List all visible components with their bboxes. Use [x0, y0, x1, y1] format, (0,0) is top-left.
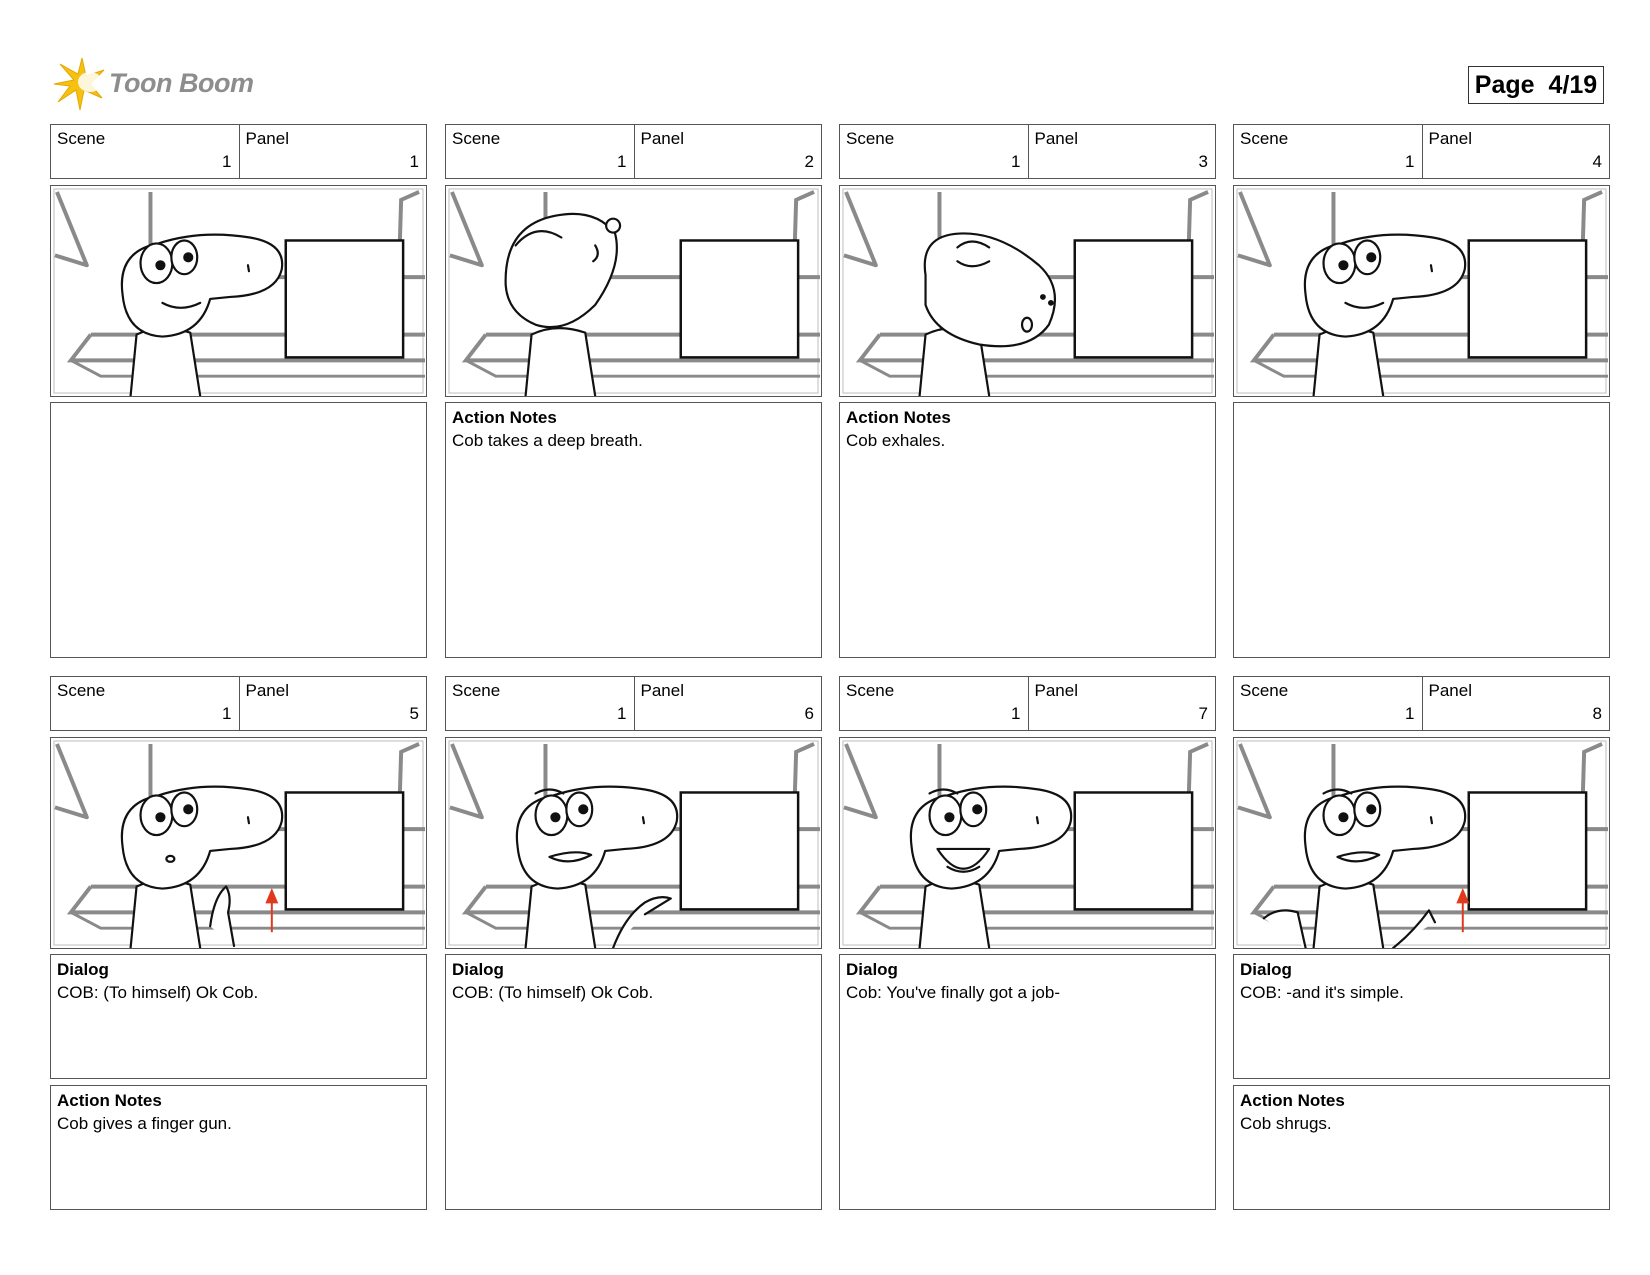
panel-field [1028, 125, 1216, 178]
panel-drawing [445, 185, 822, 397]
page-label: Page [1474, 70, 1535, 99]
scene-label: Scene [846, 129, 895, 148]
page-number: 4/19 [1548, 70, 1598, 99]
action-notes-text: Cob takes a deep breath. [452, 431, 643, 450]
dialog-title: Dialog [57, 960, 109, 979]
dialog-title: Dialog [1240, 960, 1292, 979]
cell-header [839, 124, 1216, 179]
sketch-illustration [1234, 738, 1609, 948]
panel-label: Panel [640, 129, 684, 148]
action-notes-text: Cob exhales. [846, 431, 946, 450]
sketch-illustration [446, 738, 821, 948]
dialog-box [1233, 954, 1610, 1079]
scene-number: 1 [222, 152, 232, 171]
cell-header [1233, 124, 1610, 179]
panel-number: 6 [804, 704, 814, 723]
panel-drawing [1233, 737, 1610, 949]
scene-field [51, 125, 239, 178]
scene-number: 1 [617, 704, 627, 723]
dialog-box [50, 954, 427, 1079]
action-notes-text: Cob shrugs. [1240, 1114, 1332, 1133]
panel-label: Panel [245, 129, 289, 148]
panel-field [634, 677, 822, 730]
dialog-text: COB: (To himself) Ok Cob. [57, 983, 259, 1002]
panel-label: Panel [640, 681, 684, 700]
sketch-illustration [1234, 186, 1609, 396]
scene-label: Scene [452, 681, 501, 700]
dialog-box [839, 954, 1216, 1210]
action-notes-title: Action Notes [452, 408, 557, 427]
panel-field [1028, 677, 1216, 730]
panel-drawing [839, 737, 1216, 949]
scene-label: Scene [1240, 129, 1289, 148]
action-notes-title: Action Notes [57, 1091, 162, 1110]
dialog-title: Dialog [452, 960, 504, 979]
sketch-illustration [51, 738, 426, 948]
panel-drawing [50, 737, 427, 949]
page-number-box [1468, 66, 1604, 104]
dialog-box [445, 954, 822, 1210]
panel-label: Panel [245, 681, 289, 700]
logo-text: Toon Boom [109, 68, 254, 98]
starburst-icon [52, 56, 108, 112]
panel-number: 8 [1592, 704, 1602, 723]
panel-number: 4 [1592, 152, 1602, 171]
scene-label: Scene [57, 129, 106, 148]
scene-number: 1 [222, 704, 232, 723]
panel-field [239, 677, 427, 730]
action-notes-box [839, 402, 1216, 658]
scene-number: 1 [617, 152, 627, 171]
action-notes-box [50, 1085, 427, 1210]
cell-header [839, 676, 1216, 731]
action-notes-text: Cob gives a finger gun. [57, 1114, 232, 1133]
panel-drawing [839, 185, 1216, 397]
scene-field [840, 125, 1028, 178]
sketch-illustration [840, 186, 1215, 396]
panel-drawing [1233, 185, 1610, 397]
dialog-text: Cob: You've finally got a job- [846, 983, 1061, 1002]
dialog-text: COB: (To himself) Ok Cob. [452, 983, 654, 1002]
scene-field [446, 125, 634, 178]
panel-label: Panel [1428, 129, 1472, 148]
panel-drawing [445, 737, 822, 949]
panel-number: 5 [409, 704, 419, 723]
panel-field [239, 125, 427, 178]
panel-number: 1 [409, 152, 419, 171]
scene-number: 1 [1405, 152, 1415, 171]
scene-number: 1 [1011, 152, 1021, 171]
panel-field [634, 125, 822, 178]
panel-number: 2 [804, 152, 814, 171]
panel-field [1422, 125, 1610, 178]
scene-field [840, 677, 1028, 730]
panel-number: 3 [1198, 152, 1208, 171]
notes-box [1233, 402, 1610, 658]
cell-header [1233, 676, 1610, 731]
action-notes-box [445, 402, 822, 658]
panel-label: Panel [1034, 129, 1078, 148]
notes-box [50, 402, 427, 658]
scene-field [1234, 125, 1422, 178]
panel-drawing [50, 185, 427, 397]
scene-label: Scene [57, 681, 106, 700]
action-notes-title: Action Notes [1240, 1091, 1345, 1110]
action-notes-box [1233, 1085, 1610, 1210]
scene-field [1234, 677, 1422, 730]
sketch-illustration [446, 186, 821, 396]
sketch-illustration [840, 738, 1215, 948]
scene-number: 1 [1405, 704, 1415, 723]
scene-field [51, 677, 239, 730]
cell-header [50, 124, 427, 179]
scene-label: Scene [452, 129, 501, 148]
dialog-title: Dialog [846, 960, 898, 979]
scene-number: 1 [1011, 704, 1021, 723]
dialog-text: COB: -and it's simple. [1240, 983, 1404, 1002]
panel-label: Panel [1428, 681, 1472, 700]
panel-field [1422, 677, 1610, 730]
cell-header [445, 124, 822, 179]
cell-header [50, 676, 427, 731]
cell-header [445, 676, 822, 731]
scene-label: Scene [1240, 681, 1289, 700]
action-notes-title: Action Notes [846, 408, 951, 427]
toon-boom-logo [52, 56, 252, 112]
scene-label: Scene [846, 681, 895, 700]
sketch-illustration [51, 186, 426, 396]
panel-number: 7 [1198, 704, 1208, 723]
panel-label: Panel [1034, 681, 1078, 700]
scene-field [446, 677, 634, 730]
